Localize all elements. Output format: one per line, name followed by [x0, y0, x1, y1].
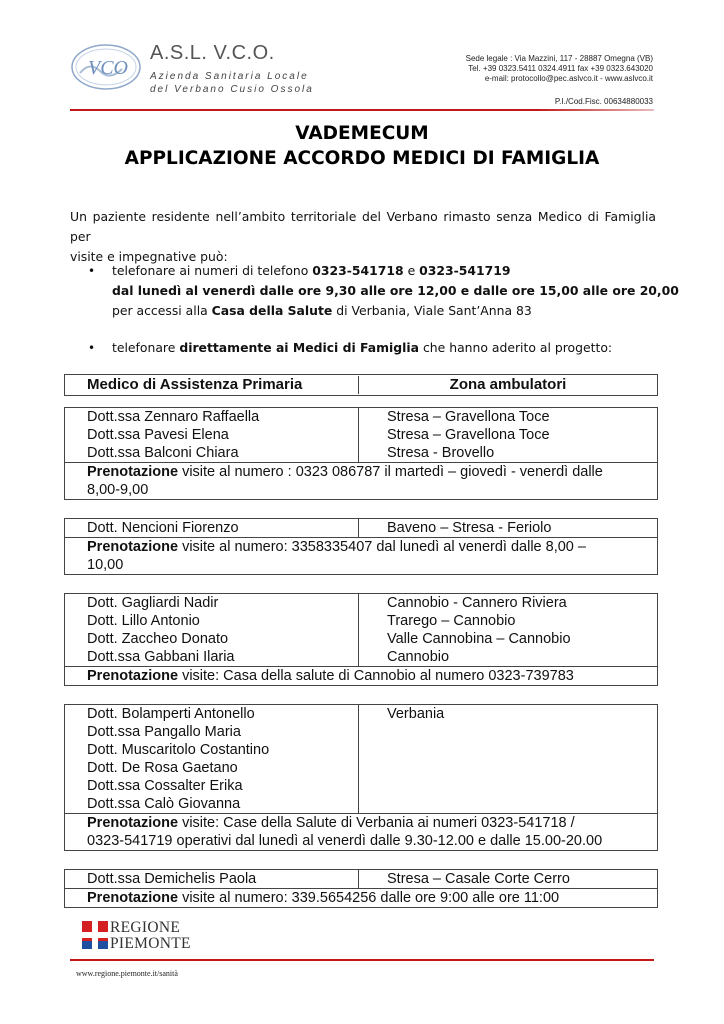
booking-info [65, 537, 657, 574]
doctor-name: Dott.ssa Calò Giovanna [87, 796, 241, 812]
zone-name: Stresa - Brovello [387, 445, 495, 461]
intro-paragraph [70, 207, 656, 267]
table-row [65, 705, 657, 813]
table-row [65, 519, 657, 537]
org-subtitle-line2: del Verbano Cusio Ossola [150, 84, 314, 95]
region-name-line1: REGIONE [110, 919, 181, 936]
header-divider [70, 109, 654, 111]
logo-text: VCO [88, 57, 128, 79]
doctor-name: Dott.ssa Pavesi Elena [87, 427, 229, 443]
table-row [65, 408, 657, 462]
booking-text-cont: 10,00 [87, 557, 124, 573]
booking-info [65, 813, 657, 850]
booking-label: Prenotazione [87, 668, 179, 684]
doctor-group-4 [64, 704, 658, 851]
regione-piemonte-flag-icon [82, 921, 108, 949]
doctor-name: Dott.ssa Cossalter Erika [87, 778, 243, 794]
zone-list [359, 705, 657, 813]
doctor-list [65, 408, 359, 462]
phone-number-2: 0323-541719 [419, 263, 511, 278]
doctor-name: Dott.ssa Gabbani Ilaria [87, 649, 235, 665]
zone-name: Stresa – Gravellona Toce [387, 409, 550, 425]
booking-text: visite: Case della Salute di Verbania ai numeri 0323-541718 / [178, 815, 575, 831]
zone-list [359, 519, 657, 537]
doctor-group-3 [64, 593, 658, 686]
table-header [64, 374, 658, 396]
doctor-name: Dott. Bolamperti Antonello [87, 706, 255, 722]
booking-text: visite al numero: 3358335407 dal lunedì al venerdì dalle 8,00 – [178, 539, 586, 555]
booking-label: Prenotazione [87, 539, 179, 555]
doctor-name: Dott. Muscaritolo Costantino [87, 742, 270, 758]
booking-info [65, 462, 657, 499]
org-name: A.S.L. V.C.O. [150, 42, 275, 64]
booking-label: Prenotazione [87, 815, 179, 831]
doctor-list [65, 705, 359, 813]
doctor-list [65, 519, 359, 537]
phone-number-1: 0323-541718 [312, 263, 404, 278]
doctor-name: Dott.ssa Demichelis Paola [87, 871, 257, 887]
bullet-marker-2: • [88, 341, 96, 355]
zone-name: Verbania [387, 706, 445, 722]
booking-text: visite al numero : 0323 086787 il martedì – giovedì - venerdì dalle [178, 464, 603, 480]
doctor-name: Dott.ssa Zennaro Raffaella [87, 409, 260, 425]
doctor-group-1 [64, 407, 658, 500]
zone-name: Cannobio [387, 649, 450, 665]
doc-title: VADEMECUM [295, 123, 429, 144]
booking-label: Prenotazione [87, 464, 179, 480]
zone-list [359, 594, 657, 666]
booking-label: Prenotazione [87, 890, 179, 906]
doctor-list [65, 870, 359, 888]
booking-text-cont: 0323-541719 operativi dal lunedì al venerdì dalle 9.30-12.00 e dalle 15.00-20.00 [87, 833, 603, 849]
doctor-name: Dott. De Rosa Gaetano [87, 760, 238, 776]
doctor-name: Dott. Lillo Antonio [87, 613, 200, 629]
doctor-name: Dott. Nencioni Fiorenzo [87, 520, 239, 536]
contact-phone: Tel. +39 0323.5411 0324.4911 fax +39 0323.643020 [468, 64, 653, 73]
doc-subtitle: APPLICAZIONE ACCORDO MEDICI DI FAMIGLIA [124, 148, 600, 169]
intro-line2: visite e impegnative può: [70, 249, 228, 264]
doctor-name: Dott. Zaccheo Donato [87, 631, 229, 647]
intro-line1: Un paziente residente nell’ambito territoriale del Verbano rimasto senza Medico di Famiglia per [70, 209, 656, 244]
bullet-2-line: telefonare direttamente ai Medici di Famiglia che hanno aderito al progetto: [112, 340, 613, 355]
zone-name: Stresa – Gravellona Toce [387, 427, 550, 443]
zone-list [359, 408, 657, 462]
doctor-list [65, 594, 359, 666]
booking-text: visite al numero: 339.5654256 dalle ore 9:00 alle ore 11:00 [178, 890, 560, 906]
header-col-zone: Zona ambulatori [449, 376, 567, 393]
doctor-name: Dott. Gagliardi Nadir [87, 595, 219, 611]
doctor-group-5 [64, 869, 658, 908]
asl-vco-logo [70, 43, 142, 91]
doctor-name: Dott.ssa Pangallo Maria [87, 724, 241, 740]
zone-name: Baveno – Stresa - Feriolo [387, 520, 552, 536]
bullet-marker-1: • [88, 264, 96, 278]
zone-name: Trarego – Cannobio [387, 613, 516, 629]
footer-url: www.regione.piemonte.it/sanità [76, 969, 178, 978]
booking-text: visite: Casa della salute di Cannobio al numero 0323-739783 [178, 668, 574, 684]
fiscal-code: P.I./Cod.Fisc. 00634880033 [554, 97, 653, 106]
zone-name: Cannobio - Cannero Riviera [387, 595, 567, 611]
contact-address: Sede legale : Via Mazzini, 117 - 28887 Omegna (VB) [465, 54, 653, 63]
zone-name: Valle Cannobina – Cannobio [387, 631, 571, 647]
table-row [65, 870, 657, 888]
table-row [65, 594, 657, 666]
header-col-doctor: Medico di Assistenza Primaria [65, 376, 359, 394]
zone-name: Stresa – Casale Corte Cerro [387, 871, 570, 887]
booking-info [65, 888, 657, 907]
booking-info [65, 666, 657, 685]
region-name-line2: PIEMONTE [110, 935, 191, 952]
contact-email: e-mail: protocollo@pec.aslvco.it - www.aslvco.it [484, 74, 653, 83]
doctor-group-2 [64, 518, 658, 575]
doctor-name: Dott.ssa Balconi Chiara [87, 445, 239, 461]
footer-divider [70, 959, 654, 961]
bullet-1-line3: per accessi alla Casa della Salute di Verbania, Viale Sant’Anna 83 [112, 303, 532, 318]
org-subtitle-line1: Azienda Sanitaria Locale [150, 71, 309, 82]
bullet-1-hours: dal lunedì al venerdì dalle ore 9,30 alle ore 12,00 e dalle ore 15,00 alle ore 20,00 [112, 283, 679, 298]
booking-text-cont: 8,00-9,00 [87, 482, 149, 498]
bullet-1-line1: telefonare ai numeri di telefono 0323-541718 e 0323-541719 [112, 263, 511, 278]
zone-list [359, 870, 657, 888]
